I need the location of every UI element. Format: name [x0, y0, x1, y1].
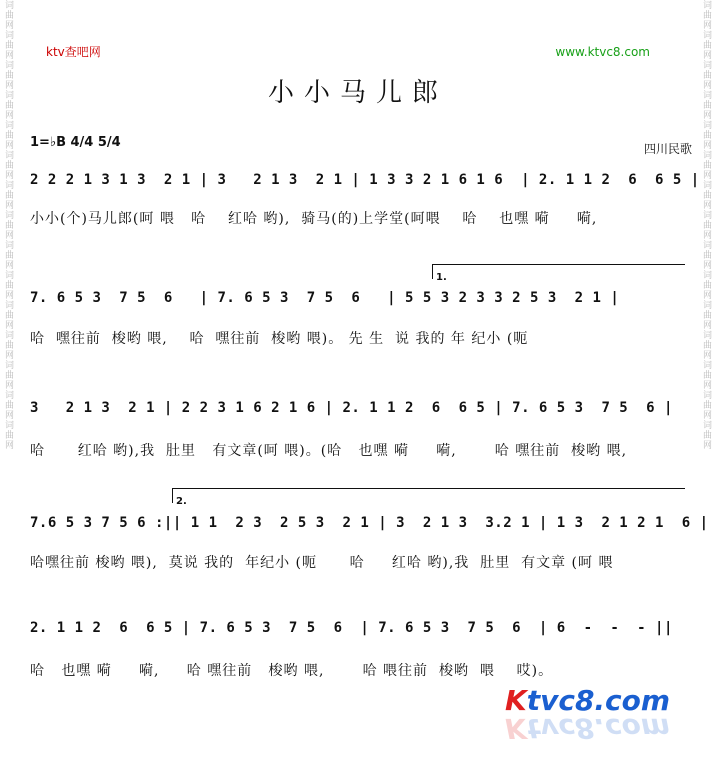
lyric-line-2: 哈 嘿往前 梭哟 喂, 哈 嘿往前 梭哟 喂)。 先 生 说 我的 年 纪小 (呃 — [30, 331, 529, 347]
staff-line-4 — [30, 515, 709, 545]
lyric-line-1: 小小(个)马儿郎(呵 喂 哈 红哈 哟), 骑马(的)上学堂(呵喂 哈 也嘿 嗬 嗬, — [30, 211, 598, 227]
notes-line-1: 2 2 2 1 3 1 3 2 1 | 3 2 1 3 2 1 | 1 3 3 2 1 6 1 6 | 2. 1 1 2 6 6 5 | — [30, 172, 700, 188]
volta-2-label: 2. — [176, 496, 187, 507]
logo-reflect-b: tvc8.com — [526, 712, 671, 745]
site-url-right[interactable]: www.ktvc8.com — [555, 45, 650, 59]
key-signature: 1=♭B 4/4 5/4 — [30, 135, 121, 150]
volta-2 — [172, 488, 685, 507]
notes-line-5: 2. 1 1 2 6 6 5 | 7. 6 5 3 7 5 6 | 7. 6 5 3 7 5 6 | 6 - - - || — [30, 620, 673, 636]
notes-line-3: 3 2 1 3 2 1 | 2 2 3 1 6 2 1 6 | 2. 1 1 2 6 6 5 | 7. 6 5 3 7 5 6 | — [30, 400, 673, 416]
staff-line-1 — [30, 172, 700, 202]
side-watermark-right: 词曲网词曲网词曲网词曲网词曲网词曲网词曲网词曲网词曲网词曲网词曲网词曲网词曲网词曲网词曲网 — [701, 0, 711, 450]
staff-line-5 — [30, 620, 686, 650]
volta-1 — [432, 264, 685, 283]
logo-reflect-a: K — [505, 712, 527, 745]
volta-1-label: 1. — [436, 272, 447, 283]
lyric-line-3: 哈 红哈 哟),我 肚里 有文章(呵 喂)。(哈 也嘿 嗬 嗬, 哈 嘿往前 梭哟 喂, — [30, 443, 628, 459]
logo-part-b: tvc8.com — [526, 684, 671, 717]
site-name-left[interactable]: ktv查吧网 — [46, 45, 101, 59]
lyric-line-5: 哈 也嘿 嗬 嗬, 哈 嘿往前 梭哟 喂, 哈 喂往前 梭哟 喂 哎)。 — [30, 663, 554, 679]
notes-line-4: 7.6 5 3 7 5 6 :|| 1 1 2 3 2 5 3 2 1 | 3 2 1 3 3.2 1 | 1 3 2 1 2 1 6 | — [30, 515, 709, 531]
lyric-line-4: 哈嘿往前 梭哟 喂), 莫说 我的 年纪小 (呃 哈 红哈 哟),我 肚里 有文章 (呵 喂 — [30, 555, 614, 571]
song-title: 小小马儿郎 — [267, 78, 448, 108]
song-genre: 四川民歌 — [643, 142, 692, 156]
staff-line-3 — [30, 400, 686, 430]
staff-line-2 — [30, 290, 686, 320]
side-watermark-left: 词曲网词曲网词曲网词曲网词曲网词曲网词曲网词曲网词曲网词曲网词曲网词曲网词曲网词曲网词曲网 — [3, 0, 13, 450]
notes-line-2: 7. 6 5 3 7 5 6 | 7. 6 5 3 7 5 6 | 5 5 3 2 3 3 2 5 3 2 1 | — [30, 290, 620, 306]
logo-part-a: K — [505, 684, 527, 717]
ktvc8-logo-reflection — [505, 712, 670, 745]
